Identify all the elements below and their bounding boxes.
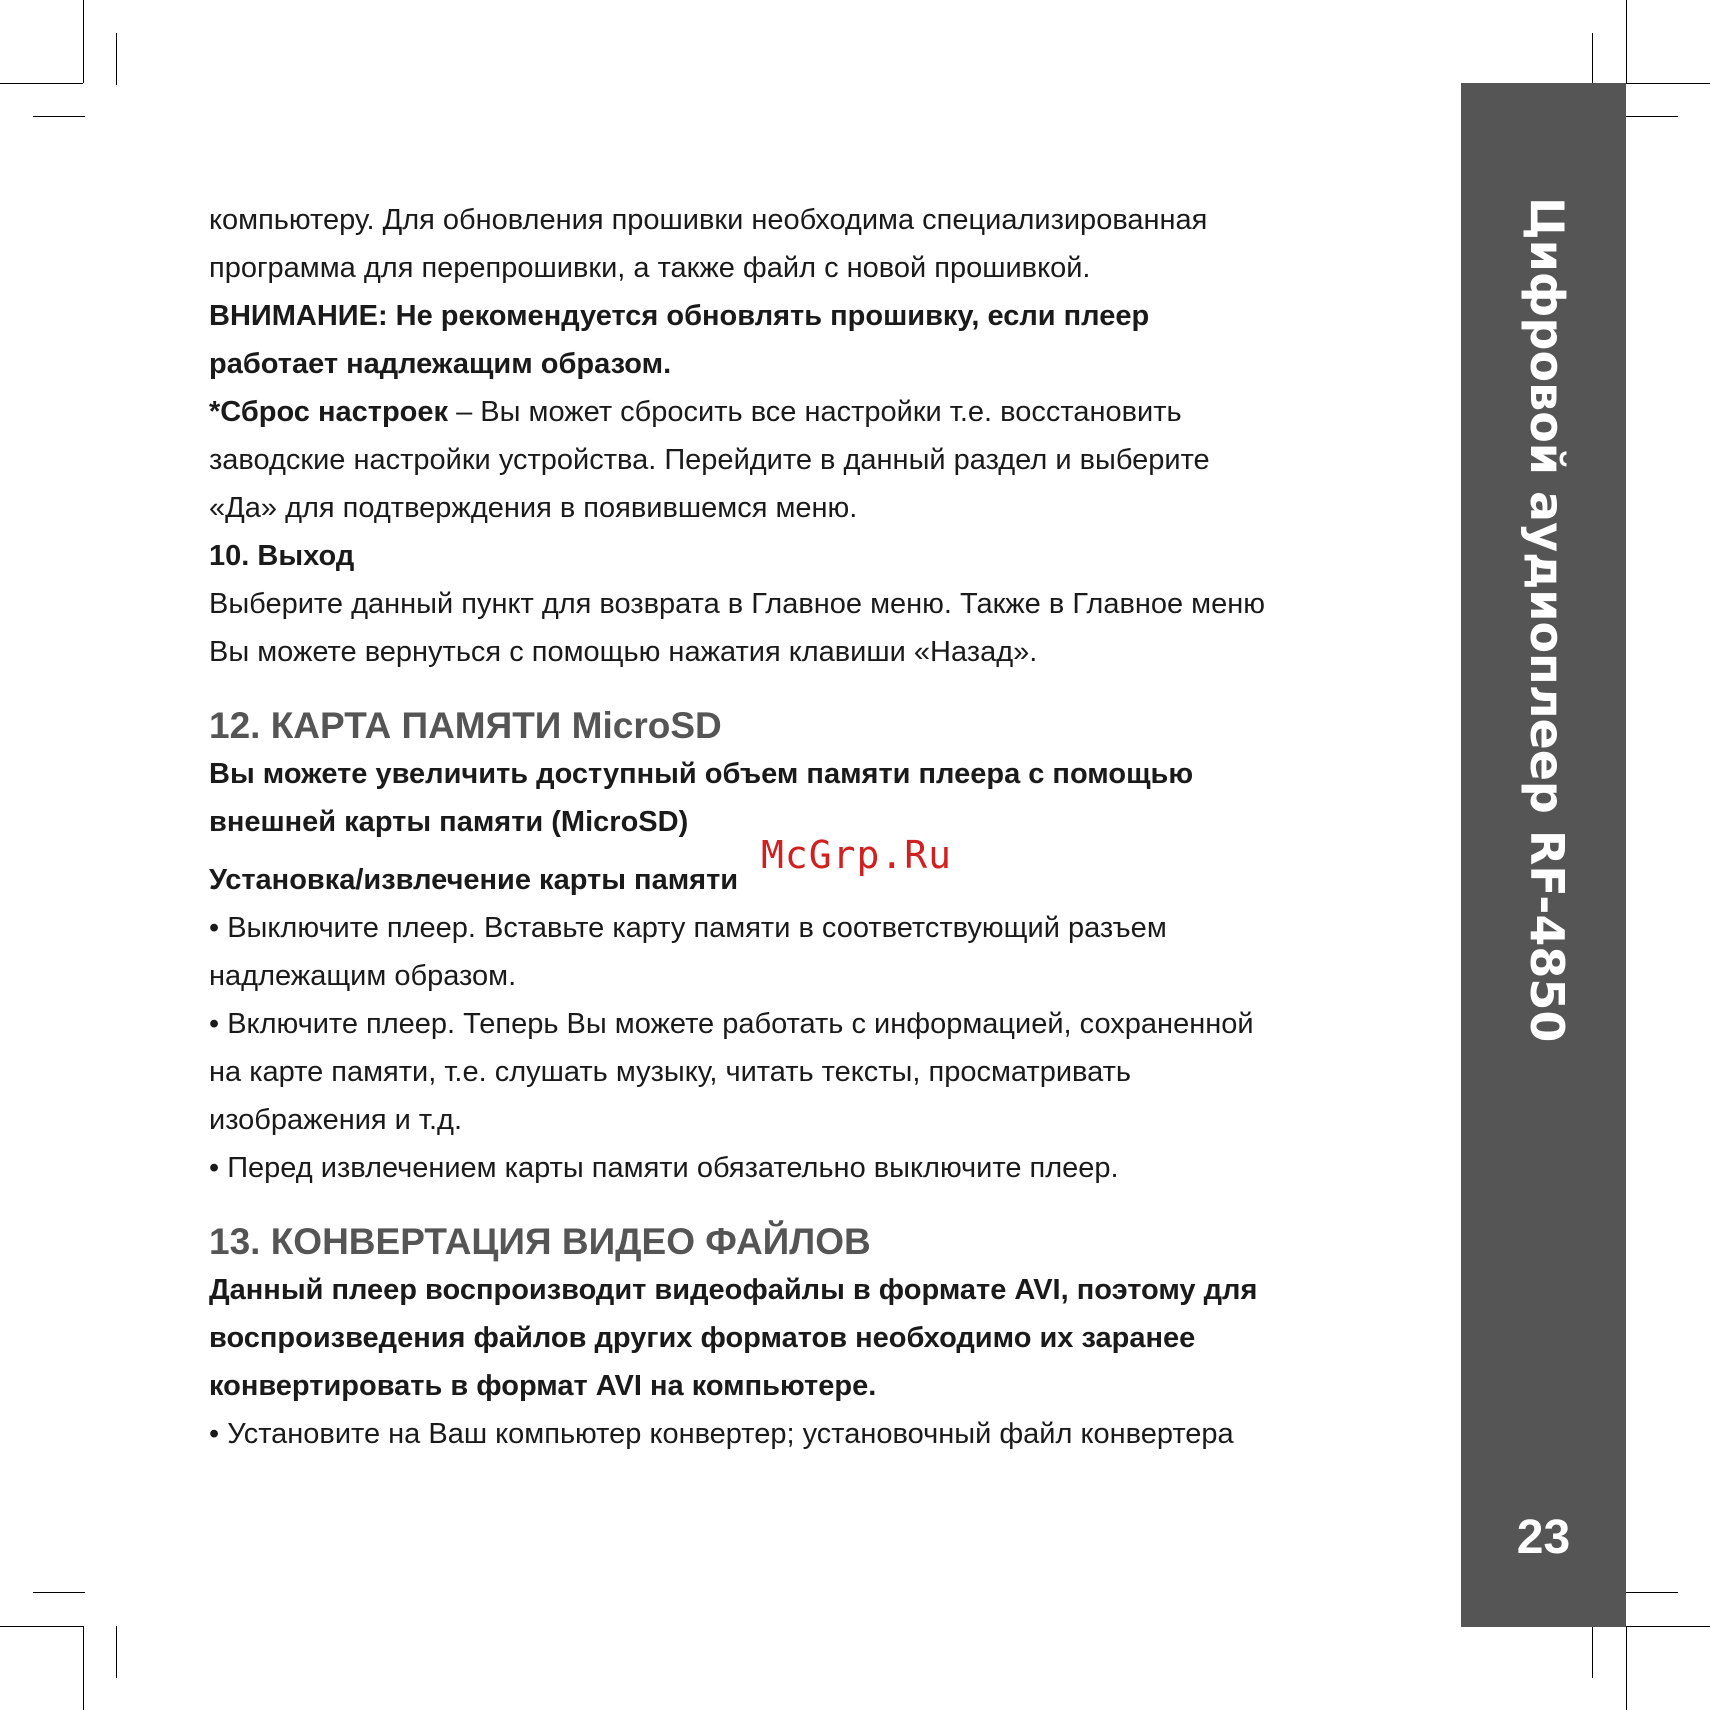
crop-mark	[33, 116, 85, 117]
list-item: • Установите на Ваш компьютер конвертер; установочный файл конвертера	[209, 1418, 1234, 1450]
paragraph: компьютеру. Для обновления прошивки необходима специализированная	[209, 204, 1208, 236]
crop-mark	[116, 1626, 117, 1678]
list-item: надлежащим образом.	[209, 960, 517, 992]
section-12-lead: Вы можете увеличить доступный объем памяти плеера с помощью	[209, 758, 1194, 790]
crop-mark	[116, 33, 117, 85]
paragraph: Вы можете вернуться с помощью нажатия клавиши «Назад».	[209, 636, 1038, 668]
crop-mark	[1592, 33, 1593, 85]
crop-mark	[83, 0, 84, 83]
list-item: на карте памяти, т.е. слушать музыку, читать тексты, просматривать	[209, 1056, 1131, 1088]
section-13-lead: конвертировать в формат AVI на компьютере.	[209, 1370, 877, 1402]
list-item: • Выключите плеер. Вставьте карту памяти в соответствующий разъем	[209, 912, 1167, 944]
crop-mark	[1626, 1626, 1710, 1627]
section-12-heading: 12. КАРТА ПАМЯТИ MicroSD	[209, 705, 722, 746]
list-item: • Перед извлечением карты памяти обязательно выключите плеер.	[209, 1152, 1119, 1184]
list-item: • Включите плеер. Теперь Вы можете работать с информацией, сохраненной	[209, 1008, 1254, 1040]
crop-mark	[0, 83, 83, 84]
page-number: 23	[1516, 1511, 1571, 1564]
crop-mark	[1626, 1592, 1678, 1593]
watermark: McGrp.Ru	[761, 833, 953, 877]
crop-mark	[33, 1592, 85, 1593]
section-13-heading: 13. КОНВЕРТАЦИЯ ВИДЕО ФАЙЛОВ	[209, 1221, 871, 1262]
section-13-lead: воспроизведения файлов других форматов необходимо их заранее	[209, 1322, 1196, 1354]
paragraph: Выберите данный пункт для возврата в Главное меню. Также в Главное меню	[209, 588, 1266, 620]
reset-label: *Сброс настроек	[209, 396, 449, 428]
page-content	[209, 196, 1379, 1458]
warning-text: работает надлежащим образом.	[209, 348, 672, 380]
crop-mark	[1626, 83, 1710, 84]
section-12-lead: внешней карты памяти (MicroSD)	[209, 806, 689, 838]
crop-mark	[1592, 1626, 1593, 1678]
paragraph: «Да» для подтверждения в появившемся меню.	[209, 492, 858, 524]
section-13-lead: Данный плеер воспроизводит видеофайлы в формате AVI, поэтому для	[209, 1274, 1258, 1306]
crop-mark	[1626, 0, 1627, 83]
section-12-subheading: Установка/извлечение карты памяти	[209, 864, 739, 896]
exit-title: 10. Выход	[209, 540, 355, 572]
crop-mark	[1626, 1626, 1627, 1710]
warning-text: ВНИМАНИЕ: Не рекомендуется обновлять прошивку, если плеер	[209, 300, 1150, 332]
crop-mark	[83, 1626, 84, 1710]
side-tab-title: Цифровой аудиоплеер RF-4850	[1520, 197, 1574, 1043]
paragraph: программа для перепрошивки, а также файл с новой прошивкой.	[209, 252, 1091, 284]
crop-mark	[1626, 116, 1678, 117]
crop-mark	[0, 1626, 83, 1627]
paragraph: заводские настройки устройства. Перейдите в данный раздел и выберите	[209, 444, 1210, 476]
list-item: изображения и т.д.	[209, 1104, 463, 1136]
reset-text: – Вы может сбросить все настройки т.е. восстановить	[448, 396, 1182, 428]
reset-paragraph	[209, 388, 1379, 436]
